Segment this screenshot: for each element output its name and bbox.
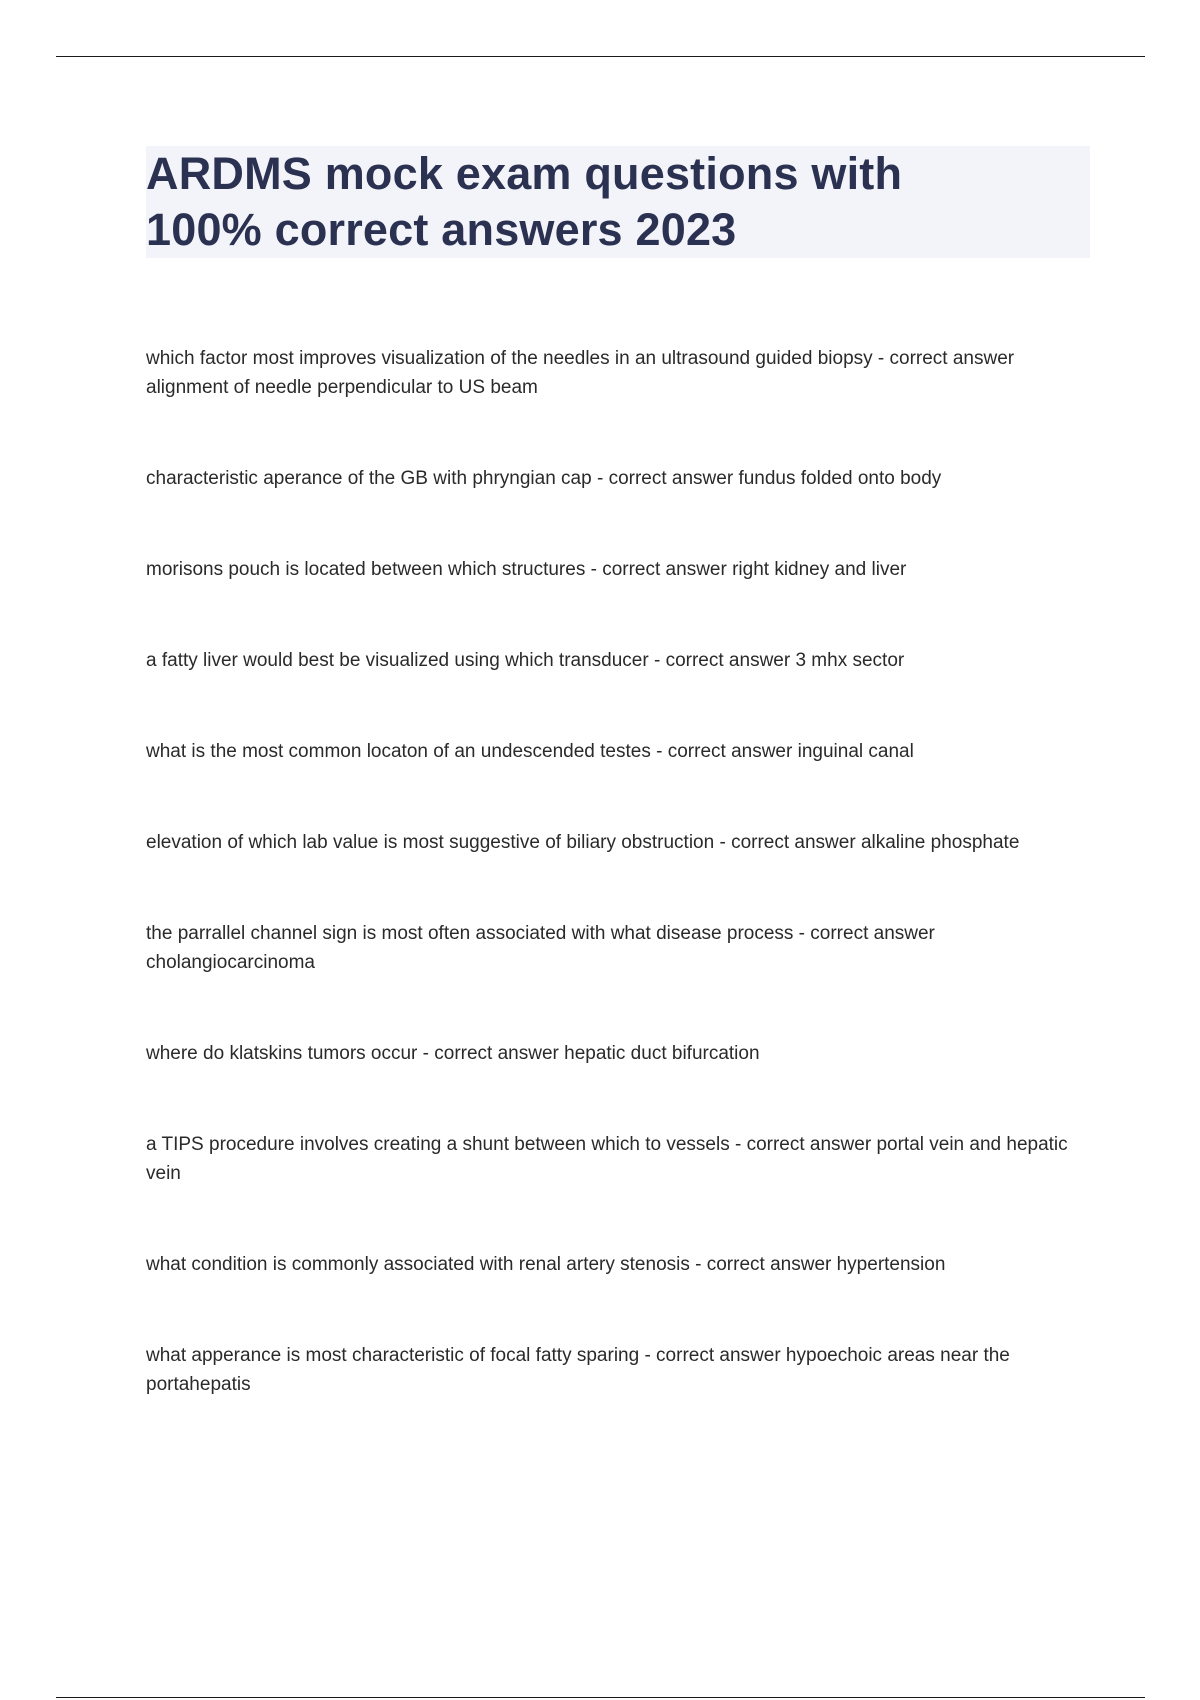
qa-item: a TIPS procedure involves creating a shunt between which to vessels - correct answer portal vein and hepatic vein xyxy=(146,1134,1068,1184)
top-rule xyxy=(56,56,1145,57)
qa-item: characteristic aperance of the GB with phryngian cap - correct answer fundus folded onto body xyxy=(146,468,942,489)
qa-item: what condition is commonly associated with renal artery stenosis - correct answer hypertension xyxy=(146,1254,946,1275)
qa-item: the parrallel channel sign is most often associated with what disease process - correct answer cholangiocarcinoma xyxy=(146,923,935,973)
qa-list xyxy=(146,344,1086,1399)
qa-item: elevation of which lab value is most suggestive of biliary obstruction - correct answer alkaline phosphate xyxy=(146,832,1020,853)
title-block xyxy=(146,146,1090,258)
page-title xyxy=(146,146,1090,258)
qa-item: morisons pouch is located between which structures - correct answer right kidney and liver xyxy=(146,559,907,580)
qa-item: what apperance is most characteristic of focal fatty sparing - correct answer hypoechoic areas near the portahepatis xyxy=(146,1345,1010,1395)
qa-item: what is the most common locaton of an undescended testes - correct answer inguinal canal xyxy=(146,741,914,762)
title-line-1: ARDMS mock exam questions with xyxy=(146,148,903,199)
bottom-rule xyxy=(56,1697,1145,1698)
title-line-2: 100% correct answers 2023 xyxy=(146,204,737,255)
qa-item: where do klatskins tumors occur - correct answer hepatic duct bifurcation xyxy=(146,1043,760,1064)
qa-item: which factor most improves visualization of the needles in an ultrasound guided biopsy - correct answer alignment of needle perpendicular to US beam xyxy=(146,348,1015,398)
qa-item: a fatty liver would best be visualized using which transducer - correct answer 3 mhx sector xyxy=(146,650,905,671)
